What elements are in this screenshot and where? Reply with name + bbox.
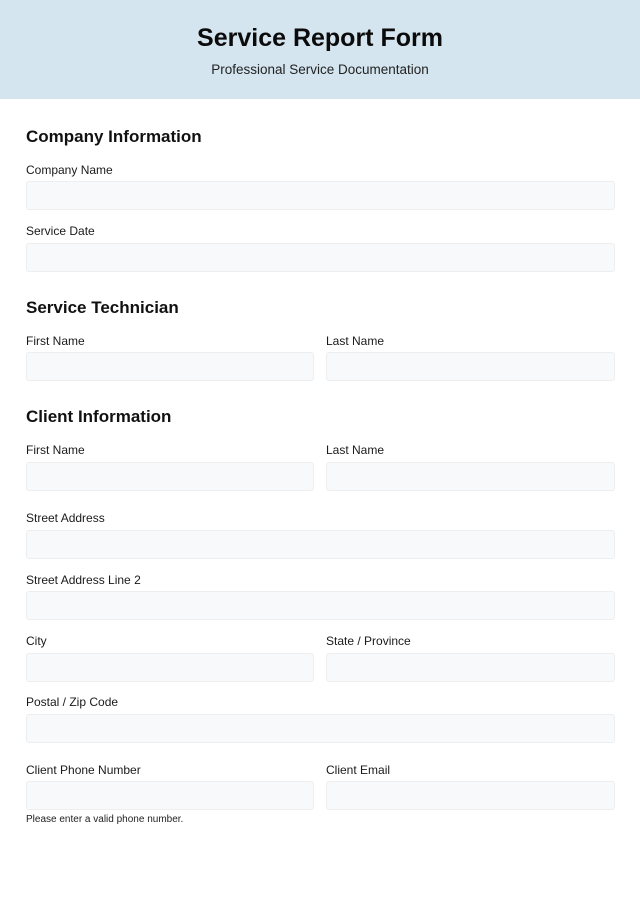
section-heading-client: Client Information [26, 407, 172, 426]
client-phone-input[interactable] [26, 781, 314, 810]
client-email-input[interactable] [326, 781, 615, 810]
page-title: Service Report Form [197, 24, 443, 52]
client-phone-label: Client Phone Number [26, 763, 141, 777]
client-first-name-label: First Name [26, 443, 85, 457]
postal-code-input[interactable] [26, 714, 615, 743]
section-heading-technician: Service Technician [26, 298, 179, 317]
street-address-label: Street Address [26, 511, 105, 525]
service-date-input[interactable] [26, 243, 615, 272]
company-name-label: Company Name [26, 163, 113, 177]
client-last-name-input[interactable] [326, 462, 615, 491]
technician-last-name-label: Last Name [326, 334, 385, 348]
street-address-2-label: Street Address Line 2 [26, 573, 141, 587]
state-input[interactable] [326, 653, 615, 682]
service-date-label: Service Date [26, 224, 95, 238]
section-heading-company: Company Information [26, 127, 202, 146]
street-address-2-input[interactable] [26, 591, 615, 620]
phone-help-text: Please enter a valid phone number. [26, 814, 184, 825]
technician-first-name-label: First Name [26, 334, 85, 348]
client-email-label: Client Email [326, 763, 391, 777]
technician-first-name-input[interactable] [26, 352, 314, 381]
client-last-name-label: Last Name [326, 443, 385, 457]
company-name-input[interactable] [26, 181, 615, 210]
technician-last-name-input[interactable] [326, 352, 615, 381]
city-label: City [26, 634, 47, 648]
state-label: State / Province [326, 634, 411, 648]
form-header [0, 0, 640, 99]
postal-code-label: Postal / Zip Code [26, 695, 119, 709]
page-subtitle: Professional Service Documentation [211, 62, 429, 77]
client-first-name-input[interactable] [26, 462, 314, 491]
city-input[interactable] [26, 653, 314, 682]
street-address-input[interactable] [26, 530, 615, 559]
